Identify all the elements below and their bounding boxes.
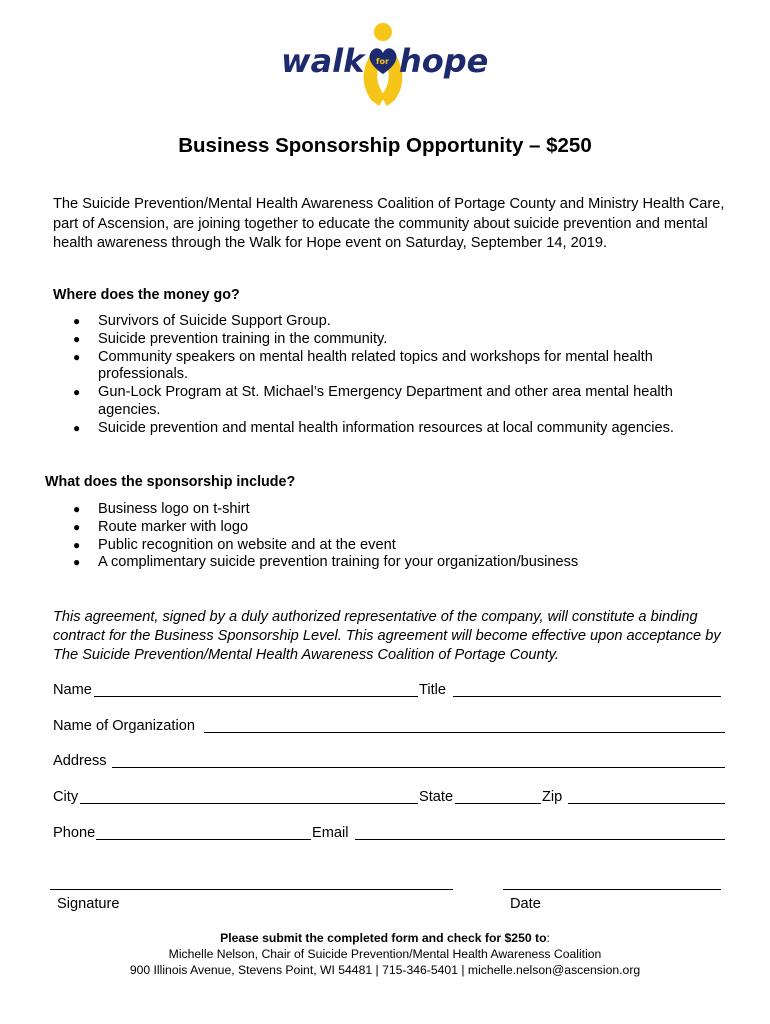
name-field[interactable] — [94, 696, 418, 697]
money-list — [53, 313, 693, 438]
date-field[interactable] — [503, 889, 721, 890]
signature-field[interactable] — [50, 889, 453, 890]
contact-address: 900 Illinois Avenue, Stevens Point, WI 54481 | 715-346-5401 | michelle.nelson@ascension.org — [129, 963, 641, 977]
signature-label: Signature — [57, 896, 120, 912]
list-item: ● A complimentary suicide prevention training for your organization/business — [53, 554, 693, 572]
intro-paragraph: The Suicide Prevention/Mental Health Awareness Coalition of Portage County and Ministry Health Care, part of Ascension, are joining together to educate the community about suicide prevention and mental health awareness through the Walk for Hope event on Saturday, September 14, 2019. — [53, 196, 725, 251]
organization-field[interactable] — [204, 732, 725, 733]
include-heading: What does the sponsorship include? — [45, 474, 296, 490]
list-item: ● Route marker with logo — [53, 519, 693, 537]
list-item: ● Business logo on t-shirt — [53, 501, 693, 519]
logo-word-left: walk — [281, 42, 365, 80]
list-item: ● Suicide prevention training in the community. — [53, 331, 693, 349]
city-label: City — [53, 789, 79, 805]
zip-field[interactable] — [568, 803, 725, 804]
page-title: Business Sponsorship Opportunity – $250 — [178, 134, 592, 157]
phone-label: Phone — [53, 825, 96, 841]
include-list — [53, 501, 693, 572]
email-label: Email — [312, 825, 349, 841]
list-item: ● Community speakers on mental health related topics and workshops for mental health professionals. — [53, 349, 693, 385]
city-field[interactable] — [80, 803, 418, 804]
money-heading: Where does the money go? — [53, 287, 240, 303]
name-label: Name — [53, 682, 92, 698]
submit-instruction-text: Please submit the completed form and check for $250 to — [220, 931, 547, 945]
email-field[interactable] — [355, 839, 725, 840]
date-label: Date — [510, 896, 541, 912]
list-item: ● Survivors of Suicide Support Group. — [53, 313, 693, 331]
walk-for-hope-logo — [275, 16, 493, 112]
list-item: ● Suicide prevention and mental health information resources at local community agencies. — [53, 420, 693, 438]
title-field[interactable] — [453, 696, 721, 697]
contact-line: Michelle Nelson, Chair of Suicide Prevention/Mental Health Awareness Coalition — [168, 947, 602, 961]
list-item: ● Gun-Lock Program at St. Michael’s Emergency Department and other area mental health agencies. — [53, 384, 693, 420]
state-field[interactable] — [455, 803, 541, 804]
logo-word-right: hope — [399, 42, 489, 80]
submit-colon: : — [546, 931, 550, 945]
organization-label: Name of Organization — [53, 718, 195, 734]
title-label: Title — [419, 682, 447, 698]
logo-word-mid: for — [376, 57, 389, 66]
list-item: ● Public recognition on website and at the event — [53, 537, 693, 555]
address-label: Address — [53, 753, 107, 769]
submit-instruction — [0, 930, 770, 946]
phone-field[interactable] — [96, 839, 311, 840]
state-label: State — [419, 789, 454, 805]
address-field[interactable] — [112, 767, 725, 768]
agreement-paragraph: This agreement, signed by a duly authorized representative of the company, will constitute a binding contract for the Business Sponsorship Level. This agreement will become effective upon acceptance by The Suicide Prevention/Mental Health Awareness Coalition of Portage County. — [53, 609, 721, 664]
zip-label: Zip — [542, 789, 563, 805]
